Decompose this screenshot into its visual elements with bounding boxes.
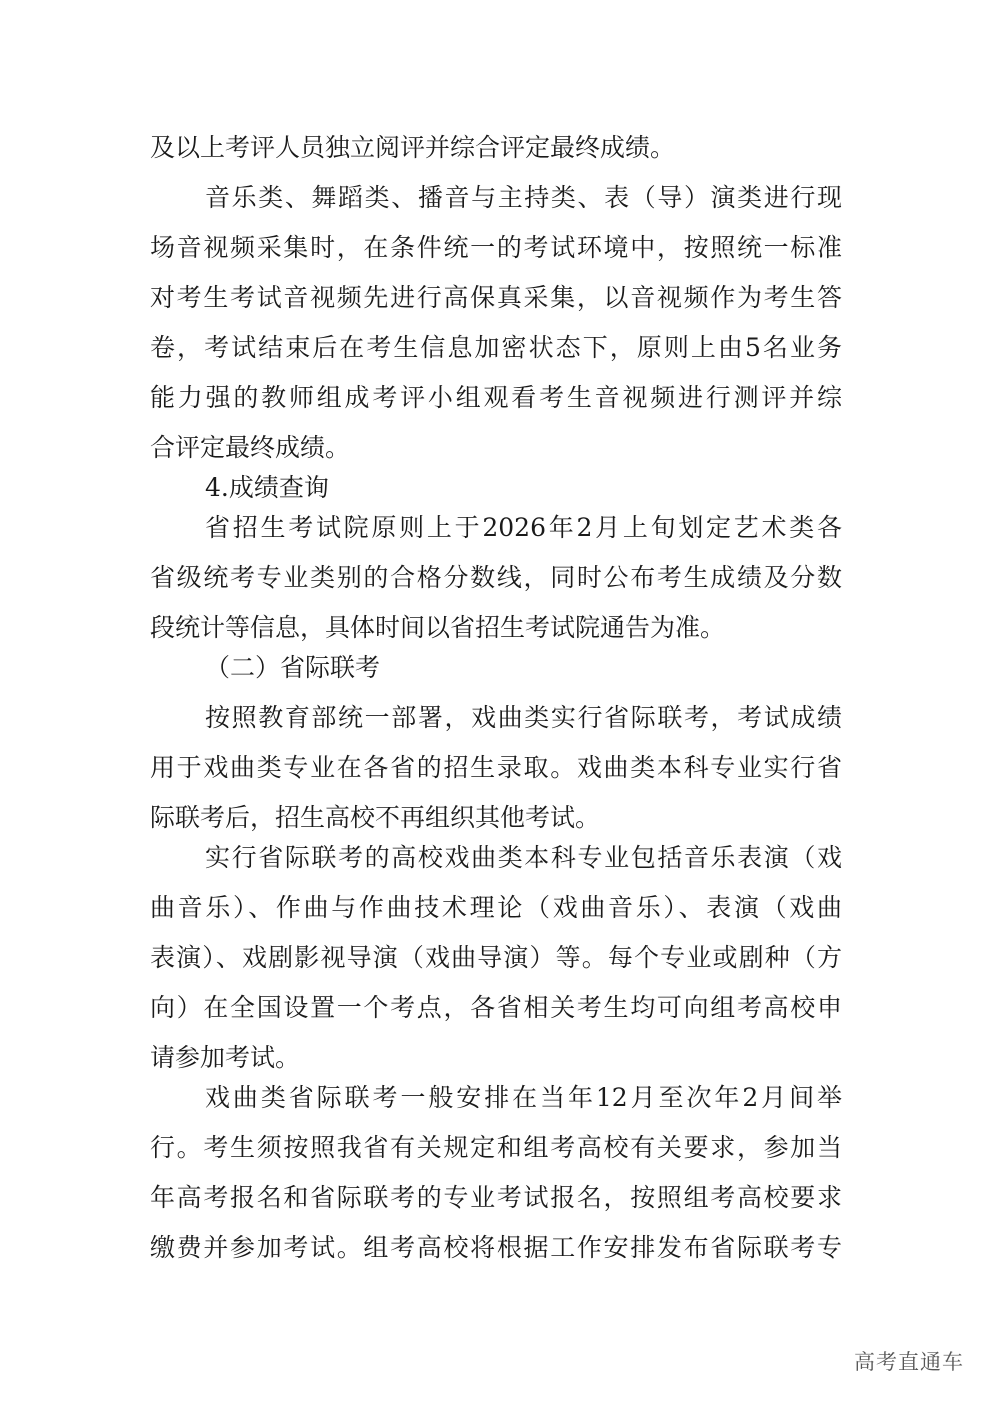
paragraph-line: 省级统考专业类别的合格分数线，同时公布考生成绩及分数 bbox=[150, 563, 842, 592]
paragraph-line: 缴费并参加考试。组考高校将根据工作安排发布省际联考专 bbox=[150, 1233, 842, 1262]
paragraph-line: 及以上考评人员独立阅评并综合评定最终成绩。 bbox=[150, 133, 676, 162]
paragraph-line: 场音视频采集时，在条件统一的考试环境中，按照统一标准 bbox=[150, 233, 842, 262]
paragraph-line: 行。考生须按照我省有关规定和组考高校有关要求，参加当 bbox=[150, 1133, 842, 1162]
section-heading: 4.成绩查询 bbox=[205, 473, 329, 502]
paragraph-line: 卷，考试结束后在考生信息加密状态下，原则上由5名业务 bbox=[150, 333, 842, 362]
paragraph-line: 合评定最终成绩。 bbox=[150, 433, 351, 462]
paragraph-line: 实行省际联考的高校戏曲类本科专业包括音乐表演（戏 bbox=[205, 843, 842, 872]
paragraph-line: 戏曲类省际联考一般安排在当年12月至次年2月间举 bbox=[205, 1083, 842, 1112]
paragraph-line: 表演）、戏剧影视导演（戏曲导演）等。每个专业或剧种（方 bbox=[150, 943, 842, 972]
paragraph-line: 段统计等信息，具体时间以省招生考试院通告为准。 bbox=[150, 613, 726, 642]
paragraph-line: 向）在全国设置一个考点，各省相关考生均可向组考高校申 bbox=[150, 993, 842, 1022]
paragraph-line: 对考生考试音视频先进行高保真采集，以音视频作为考生答 bbox=[150, 283, 842, 312]
paragraph-line: 际联考后，招生高校不再组织其他考试。 bbox=[150, 803, 601, 832]
paragraph-line: 能力强的教师组成考评小组观看考生音视频进行测评并综 bbox=[150, 383, 842, 412]
paragraph-line: 请参加考试。 bbox=[150, 1043, 301, 1072]
paragraph-line: 省招生考试院原则上于2026年2月上旬划定艺术类各 bbox=[205, 513, 842, 542]
section-heading: （二）省际联考 bbox=[205, 653, 381, 682]
watermark-text: 高考直通车 bbox=[854, 1350, 964, 1374]
paragraph-line: 年高考报名和省际联考的专业考试报名，按照组考高校要求 bbox=[150, 1183, 842, 1212]
paragraph-line: 按照教育部统一部署，戏曲类实行省际联考，考试成绩 bbox=[205, 703, 842, 732]
paragraph-line: 用于戏曲类专业在各省的招生录取。戏曲类本科专业实行省 bbox=[150, 753, 842, 782]
paragraph-line: 音乐类、舞蹈类、播音与主持类、表（导）演类进行现 bbox=[205, 183, 842, 212]
paragraph-line: 曲音乐）、作曲与作曲技术理论（戏曲音乐）、表演（戏曲 bbox=[150, 893, 842, 922]
